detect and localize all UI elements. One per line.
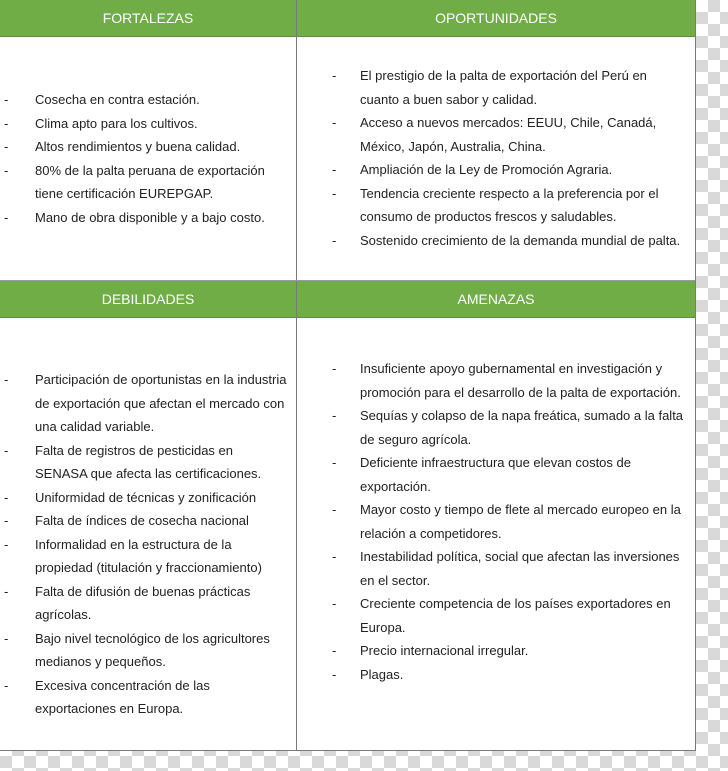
fortalezas-header — [0, 0, 296, 37]
list-item — [332, 158, 688, 182]
amenazas-title: AMENAZAS — [457, 291, 535, 307]
bullet-dash: - — [4, 115, 9, 131]
list-item — [332, 663, 690, 687]
list-item — [332, 498, 690, 545]
list-item — [4, 509, 288, 533]
item-text: Altos rendimientos y buena calidad. — [35, 139, 241, 154]
item-text: Ampliación de la Ley de Promoción Agraria. — [360, 162, 613, 177]
list-item — [332, 229, 688, 253]
fortalezas-list — [4, 88, 288, 229]
list-item — [4, 135, 288, 159]
item-text: Cosecha en contra estación. — [35, 92, 200, 107]
list-item — [332, 545, 690, 592]
item-text: Plagas. — [360, 666, 404, 682]
list-item — [332, 451, 690, 498]
list-item — [4, 368, 288, 439]
bullet-dash: - — [332, 185, 337, 201]
list-item — [4, 112, 288, 136]
item-text: Falta de índices de cosecha nacional — [35, 513, 249, 528]
bullet-dash: - — [4, 489, 9, 505]
bullet-dash: - — [332, 408, 337, 423]
list-item — [332, 639, 690, 663]
list-item — [4, 533, 288, 580]
bullet-dash: - — [4, 677, 9, 693]
oportunidades-list — [332, 64, 688, 252]
bullet-dash: - — [332, 596, 337, 611]
item-text: Creciente competencia de los países exportadores en Europa. — [360, 596, 671, 635]
list-item — [332, 64, 688, 111]
list-item — [4, 206, 288, 230]
bullet-dash: - — [4, 209, 9, 225]
bullet-dash: - — [332, 115, 337, 130]
item-text: Informalidad en la estructura de la propiedad (titulación y fraccionamiento) — [35, 536, 262, 575]
bullet-dash: - — [332, 502, 337, 517]
amenazas-list — [332, 357, 690, 686]
row-divider — [0, 280, 695, 281]
list-item — [4, 580, 288, 627]
item-text: Participación de oportunistas en la industria de exportación que afectan el mercado con una calidad variable. — [35, 372, 287, 434]
oportunidades-title: OPORTUNIDADES — [435, 10, 557, 26]
bullet-dash: - — [4, 536, 9, 552]
bullet-dash: - — [4, 630, 9, 646]
bullet-dash: - — [332, 455, 337, 470]
list-item — [4, 674, 288, 721]
bullet-dash: - — [332, 666, 337, 682]
item-text: Precio internacional irregular. — [360, 643, 529, 658]
column-divider — [296, 0, 297, 750]
item-text: Bajo nivel tecnológico de los agricultores medianos y pequeños. — [35, 630, 270, 669]
bullet-dash: - — [4, 162, 9, 178]
bullet-dash: - — [4, 92, 9, 107]
amenazas-header — [297, 281, 695, 318]
list-item — [332, 357, 690, 404]
list-item — [332, 182, 688, 229]
list-item — [4, 627, 288, 674]
list-item — [4, 159, 288, 206]
item-text: Acceso a nuevos mercados: EEUU, Chile, Canadá, México, Japón, Australia, China. — [360, 115, 657, 154]
fortalezas-title: FORTALEZAS — [102, 10, 194, 26]
bullet-dash: - — [4, 583, 9, 599]
debilidades-header — [0, 281, 296, 318]
item-text: Mayor costo y tiempo de flete al mercado europeo en la relación a competidores. — [360, 502, 681, 541]
item-text: Insuficiente apoyo gubernamental en investigación y promoción para el desarrollo de la palta de exportación. — [360, 361, 681, 400]
bullet-dash: - — [332, 68, 337, 83]
bullet-dash: - — [332, 361, 337, 376]
bullet-dash: - — [332, 232, 337, 248]
bullet-dash: - — [332, 643, 337, 658]
list-item — [332, 592, 690, 639]
list-item — [332, 404, 690, 451]
bullet-dash: - — [332, 549, 337, 564]
oportunidades-header — [297, 0, 695, 37]
item-text: Falta de registros de pesticidas en SENASA que afecta las certificaciones. — [35, 442, 262, 481]
bullet-dash: - — [4, 139, 9, 154]
item-text: El prestigio de la palta de exportación del Perú en cuanto a buen sabor y calidad. — [360, 68, 647, 107]
list-item — [332, 111, 688, 158]
item-text: Uniformidad de técnicas y zonificación — [35, 489, 257, 505]
bullet-dash: - — [4, 372, 9, 387]
item-text: Excesiva concentración de las exportaciones en Europa. — [35, 677, 210, 716]
item-text: Inestabilidad política, social que afectan las inversiones en el sector. — [360, 549, 680, 588]
list-item — [4, 486, 288, 510]
item-text: Mano de obra disponible y a bajo costo. — [35, 209, 265, 225]
debilidades-list — [4, 368, 288, 721]
item-text: Falta de difusión de buenas prácticas agrícolas. — [35, 583, 251, 622]
item-text: Sequías y colapso de la napa freática, sumado a la falta de seguro agrícola. — [360, 408, 684, 447]
list-item — [4, 439, 288, 486]
item-text: Sostenido crecimiento de la demanda mundial de palta. — [360, 232, 681, 248]
debilidades-title: DEBILIDADES — [101, 291, 195, 307]
bullet-dash: - — [4, 513, 9, 528]
bullet-dash: - — [332, 162, 337, 177]
item-text: 80% de la palta peruana de exportación tiene certificación EUREPGAP. — [35, 162, 265, 201]
item-text: Tendencia creciente respecto a la preferencia por el consumo de productos frescos y saludables. — [360, 185, 659, 224]
bullet-dash: - — [4, 442, 9, 458]
item-text: Clima apto para los cultivos. — [35, 115, 198, 131]
list-item — [4, 88, 288, 112]
item-text: Deficiente infraestructura que elevan costos de exportación. — [360, 455, 631, 494]
